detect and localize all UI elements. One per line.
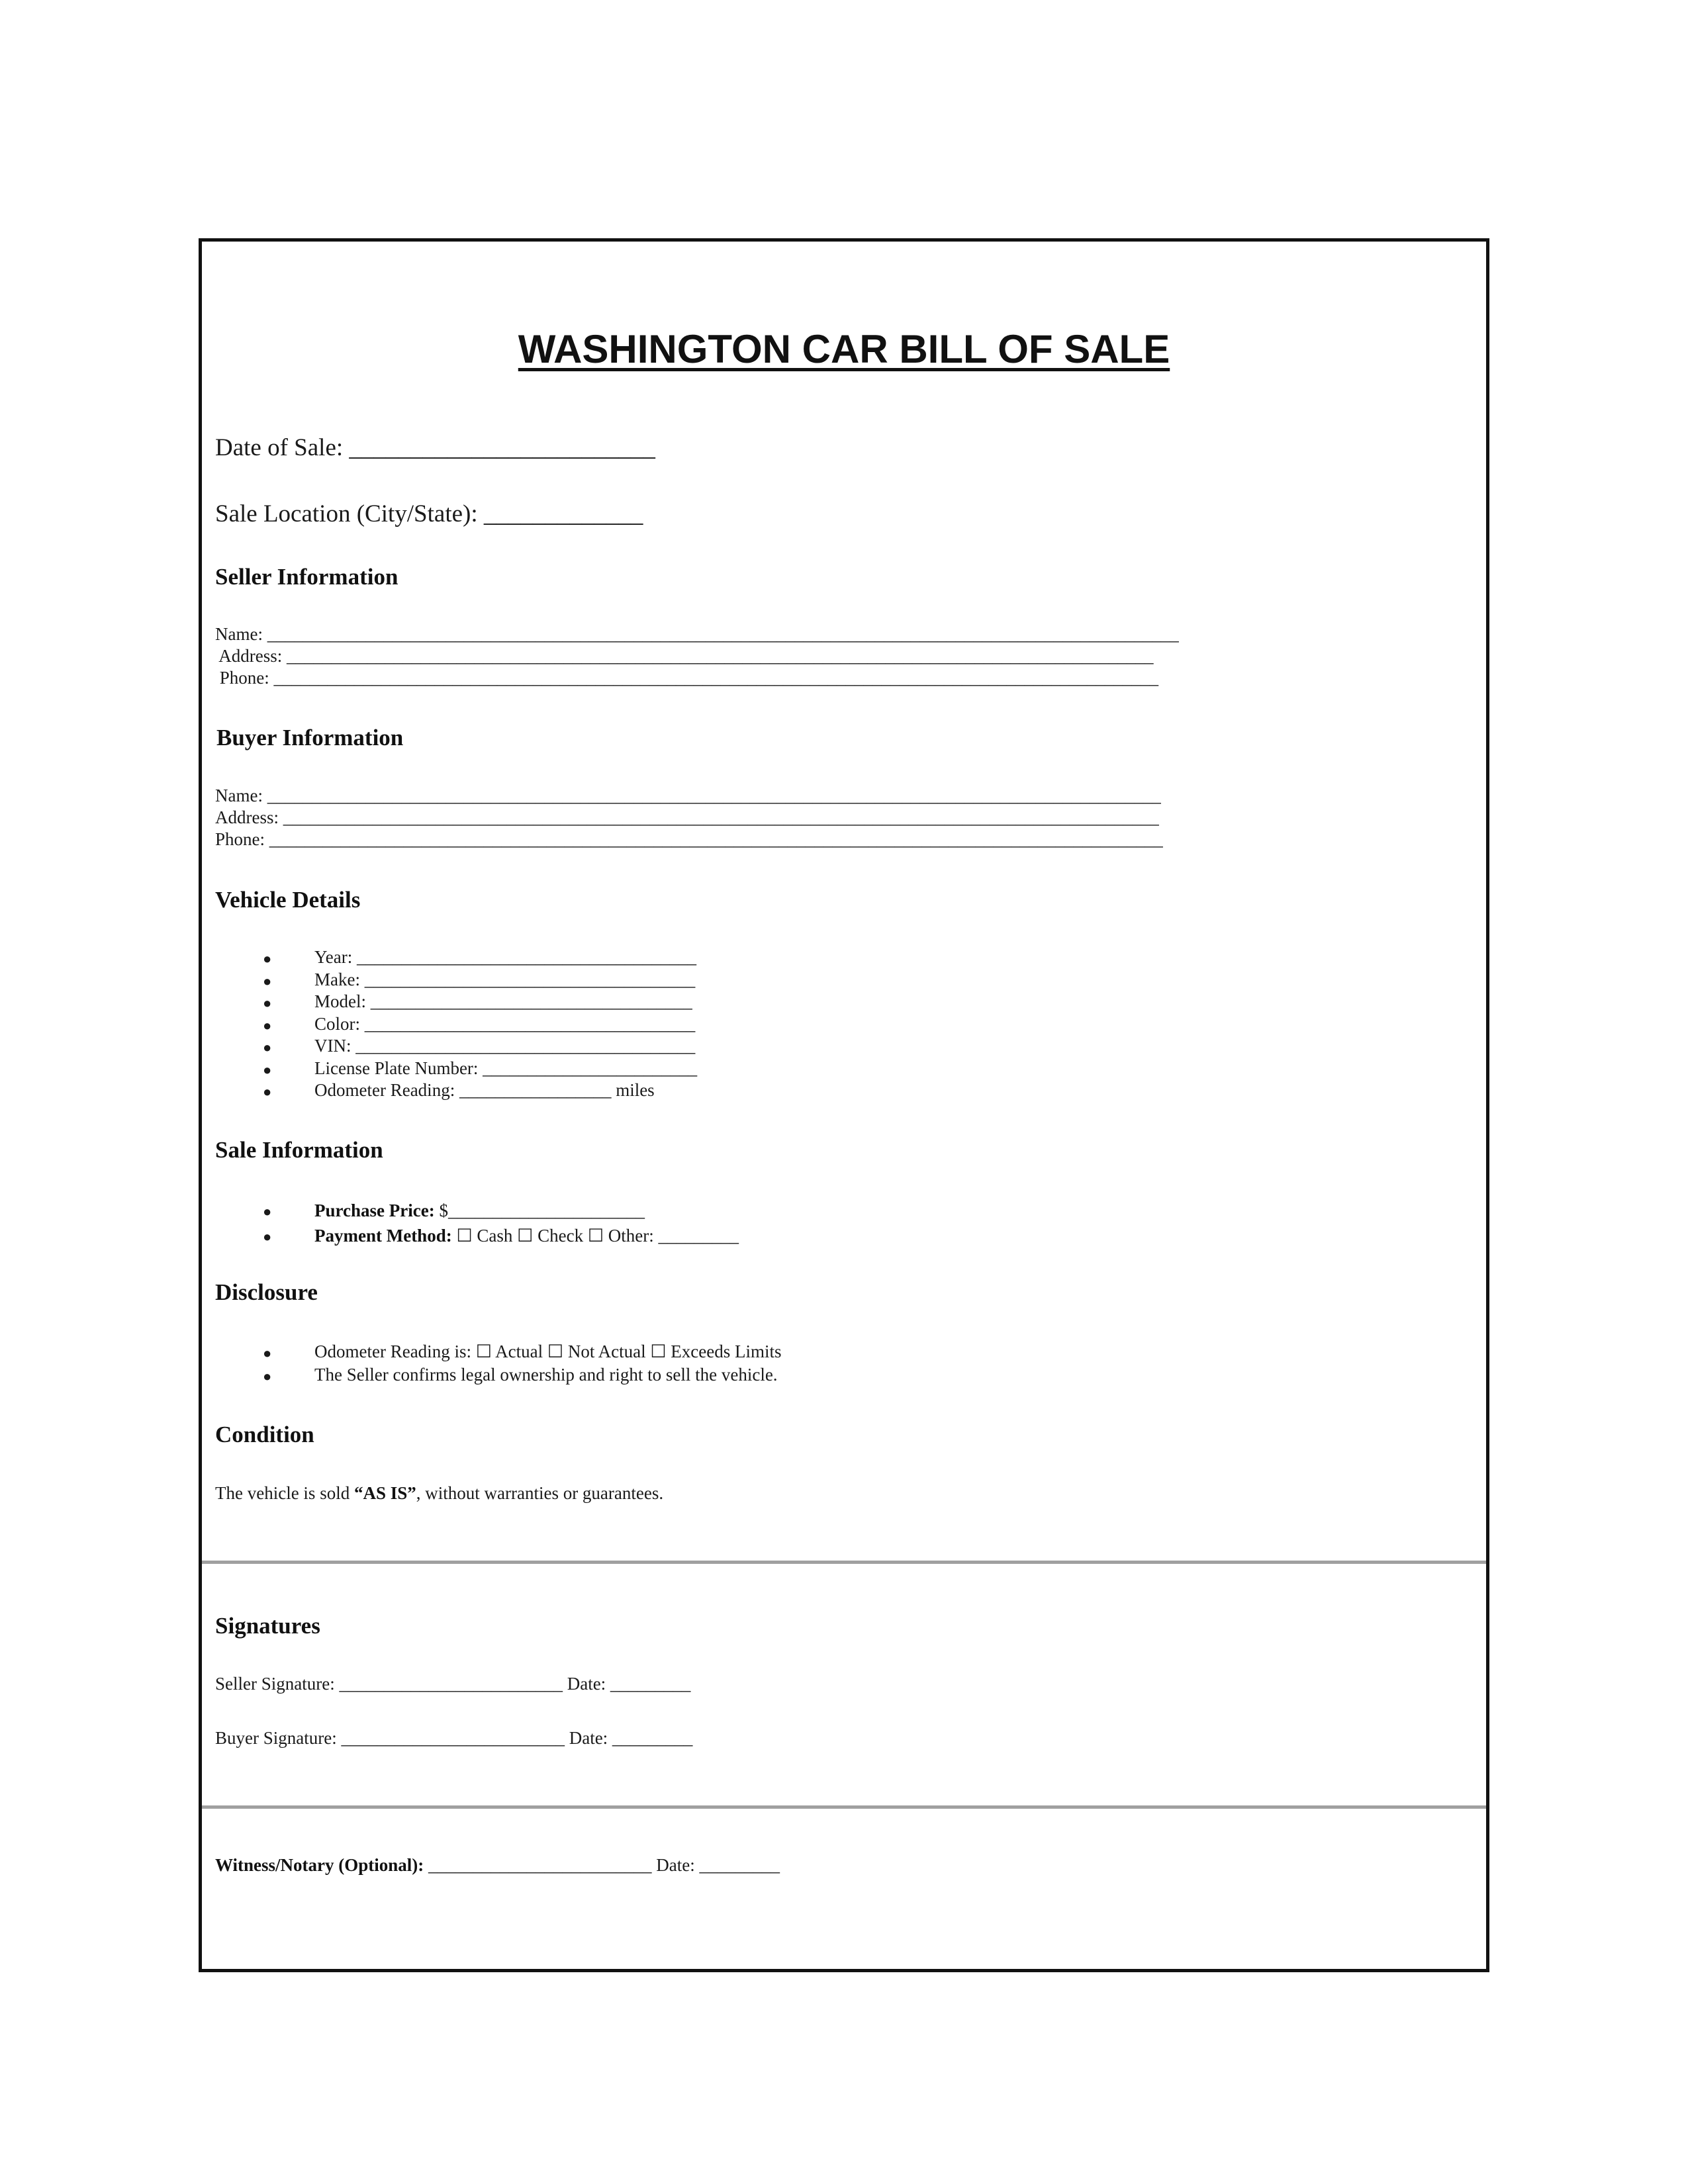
bill-of-sale-form — [199, 238, 1489, 1972]
vehicle-year-field[interactable]: ● Year: ______________________________________ — [215, 946, 697, 969]
as-is-text: “AS IS” — [353, 1483, 416, 1503]
section-divider — [202, 1561, 1486, 1564]
vehicle-color-field[interactable]: ● Color: _____________________________________ — [215, 1013, 697, 1036]
sale-information-heading: Sale Information — [215, 1137, 383, 1163]
payment-method-label: Payment Method: — [314, 1226, 452, 1246]
vehicle-details-heading: Vehicle Details — [215, 887, 361, 913]
vehicle-details-list — [215, 946, 697, 1102]
condition-text-start: The vehicle is sold — [215, 1483, 354, 1503]
witness-notary-label: Witness/Notary (Optional): — [215, 1855, 424, 1875]
buyer-address-field[interactable]: Address: __________________________________________________________________________________________________ — [215, 807, 1159, 827]
signatures-heading: Signatures — [215, 1613, 320, 1639]
vehicle-vin-field[interactable]: ● VIN: ______________________________________ — [215, 1035, 697, 1058]
seller-address-field[interactable]: Address: _________________________________________________________________________________________________ — [215, 646, 1154, 666]
license-plate-field[interactable]: ● License Plate Number: ________________________ — [215, 1058, 697, 1080]
ownership-statement: ● The Seller confirms legal ownership and right to sell the vehicle. — [215, 1363, 781, 1387]
date-of-sale-field[interactable]: Date of Sale: _________________________ — [215, 434, 655, 461]
buyer-information-heading: Buyer Information — [216, 725, 404, 751]
odometer-disclosure-field[interactable]: ● Odometer Reading is: ☐ Actual ☐ Not Actual ☐ Exceeds Limits — [215, 1340, 781, 1363]
sale-information-list — [215, 1198, 739, 1248]
payment-method-field[interactable] — [215, 1223, 739, 1248]
purchase-price-field[interactable] — [215, 1198, 739, 1223]
witness-notary-lines: _________________________ Date: _________ — [424, 1855, 780, 1875]
condition-heading: Condition — [215, 1422, 314, 1447]
vehicle-model-field[interactable]: ● Model: ____________________________________ — [215, 991, 697, 1013]
sale-location-field[interactable]: Sale Location (City/State): _____________ — [215, 500, 643, 527]
witness-notary-field[interactable] — [215, 1855, 780, 1876]
buyer-phone-field[interactable]: Phone: ____________________________________________________________________________________________________ — [215, 829, 1163, 849]
condition-text-end: , without warranties or guarantees. — [416, 1483, 664, 1503]
buyer-name-field[interactable]: Name: ____________________________________________________________________________________________________ — [215, 786, 1161, 805]
seller-signature-field[interactable]: Seller Signature: _________________________ Date: _________ — [215, 1674, 691, 1694]
seller-phone-field[interactable]: Phone: ___________________________________________________________________________________________________ — [215, 668, 1159, 688]
disclosure-heading: Disclosure — [215, 1279, 318, 1305]
purchase-price-value: $______________________ — [434, 1201, 645, 1220]
section-divider — [202, 1805, 1486, 1809]
seller-name-field[interactable]: Name: ______________________________________________________________________________________________________ — [215, 624, 1179, 644]
condition-statement — [215, 1483, 663, 1504]
payment-method-options: ☐ Cash ☐ Check ☐ Other: _________ — [451, 1226, 739, 1246]
seller-information-heading: Seller Information — [215, 564, 399, 590]
vehicle-make-field[interactable]: ● Make: _____________________________________ — [215, 969, 697, 991]
odometer-reading-field[interactable]: ● Odometer Reading: _________________ miles — [215, 1079, 697, 1102]
buyer-signature-field[interactable]: Buyer Signature: _________________________ Date: _________ — [215, 1728, 693, 1748]
disclosure-list — [215, 1340, 781, 1387]
purchase-price-label: Purchase Price: — [314, 1201, 435, 1220]
document-title: WASHINGTON CAR BILL OF SALE — [518, 327, 1170, 371]
